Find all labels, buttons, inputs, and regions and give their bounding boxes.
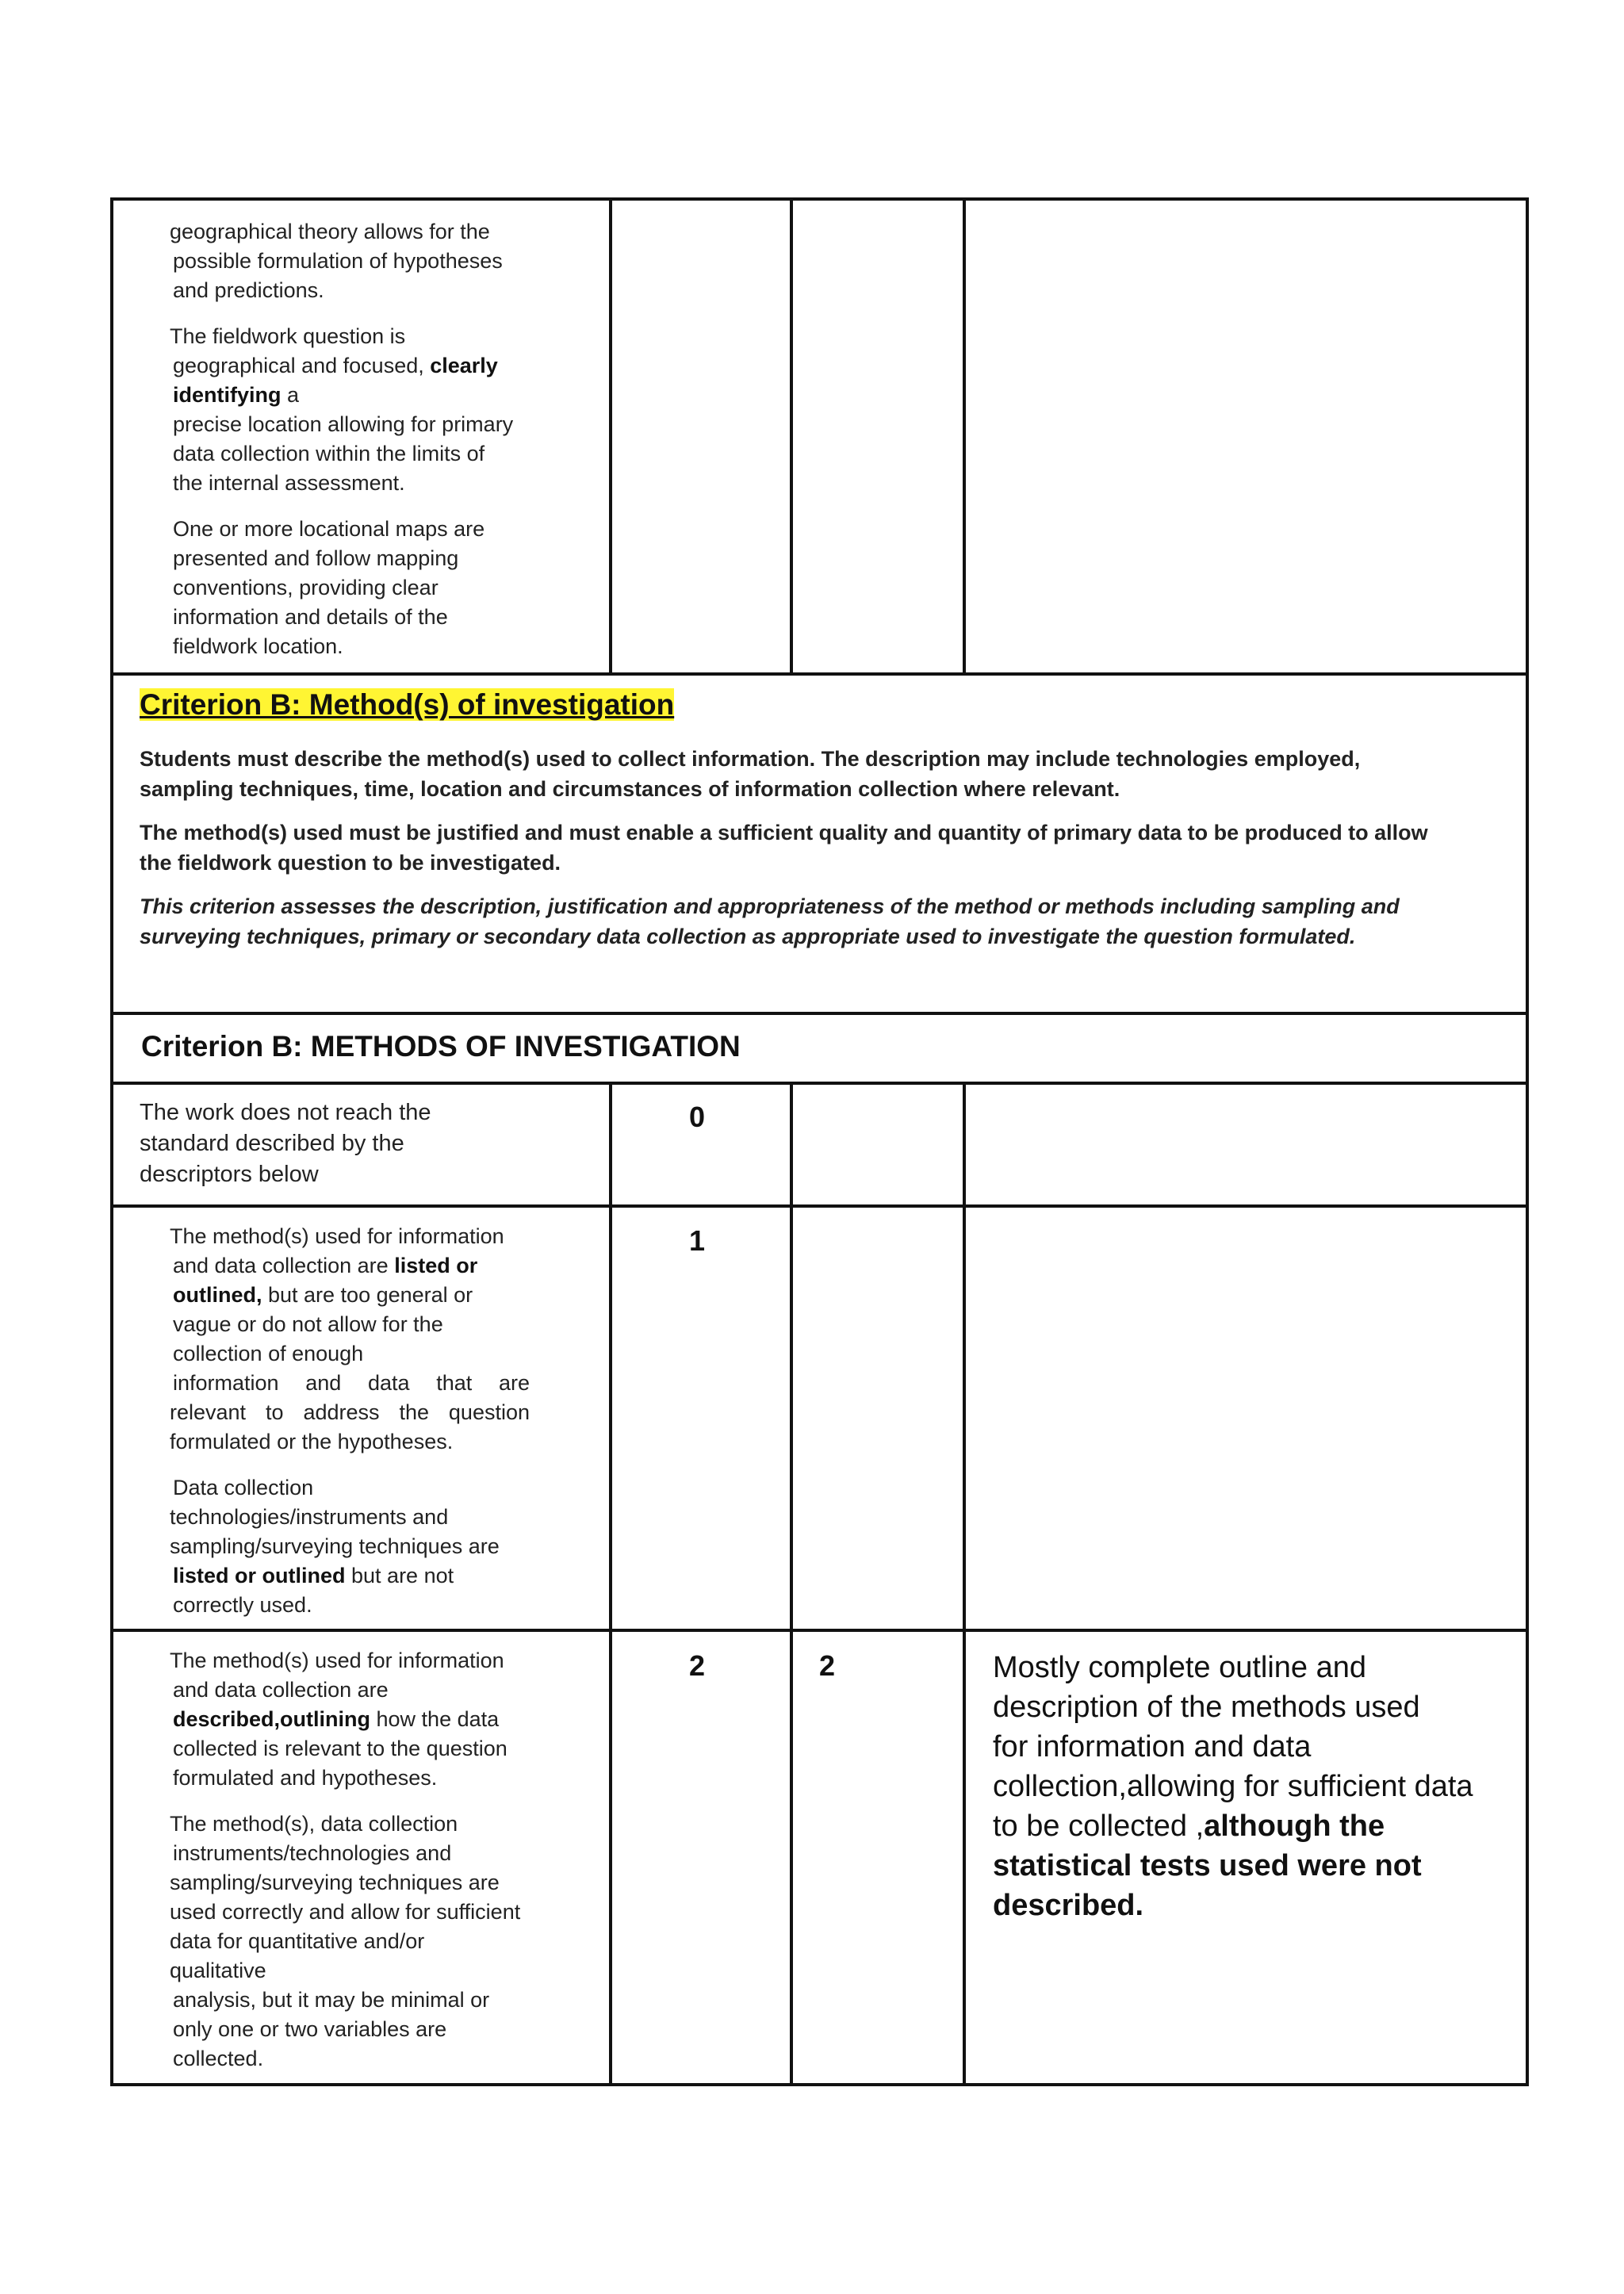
descriptor-line: listed or outlined but are not bbox=[173, 1564, 454, 1587]
descriptor-line: analysis, but it may be minimal or bbox=[173, 1988, 490, 2012]
band0-descriptor bbox=[140, 1097, 584, 1190]
descriptor-line: sampling/surveying techniques are bbox=[170, 1534, 500, 1558]
comment-line: statistical tests used were not bbox=[993, 1849, 1422, 1882]
descriptor-line: and data collection are listed or bbox=[173, 1254, 478, 1277]
band2-examiner-comment bbox=[993, 1648, 1519, 1925]
comment-line: for information and data bbox=[993, 1730, 1312, 1764]
intro-line: sampling techniques, time, location and circumstances of information collection where relevant. bbox=[140, 777, 1120, 801]
descriptor-line: The method(s) used for information bbox=[170, 1649, 504, 1672]
criterion-b-title-highlight: Criterion B: Method(s) of investigation bbox=[140, 688, 675, 721]
descriptor-line: The fieldwork question is bbox=[170, 324, 406, 348]
intro-line: surveying techniques, primary or secondary data collection as appropriate used to investigate the question formulated. bbox=[140, 925, 1356, 948]
intro-line: Students must describe the method(s) used to collect information. The description may include technologies employed, bbox=[140, 747, 1361, 771]
band2-mark: 2 bbox=[689, 1649, 706, 1682]
comment-line: collection,allowing for sufficient data bbox=[993, 1770, 1473, 1803]
descriptor-line: the internal assessment. bbox=[173, 471, 405, 495]
descriptor-line: formulated or the hypotheses. bbox=[170, 1430, 454, 1453]
criterion-b-intro bbox=[140, 688, 1519, 965]
table-rule bbox=[790, 197, 793, 676]
intro-line: The method(s) used must be justified and must enable a sufficient quality and quantity of primary data to be produced to allow bbox=[140, 821, 1428, 844]
descriptor-line: used correctly and allow for sufficient bbox=[170, 1900, 521, 1924]
descriptor-line: collection of enough bbox=[173, 1342, 364, 1365]
descriptor-line: sampling/surveying techniques are bbox=[170, 1871, 500, 1894]
descriptor-line: relevant to address the question bbox=[170, 1400, 530, 1424]
descriptor-line: The work does not reach the bbox=[140, 1100, 431, 1125]
table-rule bbox=[110, 197, 1529, 201]
criterion-b-title bbox=[140, 688, 1519, 722]
comment-line: Mostly complete outline and bbox=[993, 1651, 1367, 1684]
comment-line: described. bbox=[993, 1889, 1144, 1922]
descriptor-line: technologies/instruments and bbox=[170, 1505, 449, 1529]
descriptor-line: collected is relevant to the question bbox=[173, 1737, 508, 1760]
intro-line: the fieldwork question to be investigated. bbox=[140, 851, 561, 875]
descriptor-line: vague or do not allow for the bbox=[173, 1312, 443, 1336]
descriptor-line: outlined, but are too general or bbox=[173, 1283, 473, 1307]
descriptor-line: information and details of the bbox=[173, 605, 448, 629]
descriptor-line: formulated and hypotheses. bbox=[173, 1766, 438, 1790]
table-rule bbox=[609, 1082, 612, 2086]
band2-descriptor bbox=[170, 1646, 598, 2090]
descriptor-line: geographical and focused, clearly bbox=[173, 354, 498, 377]
descriptor-line: standard described by the bbox=[140, 1131, 404, 1156]
table-rule bbox=[110, 197, 113, 2086]
descriptor-line: only one or two variables are bbox=[173, 2017, 447, 2041]
descriptor-line: data collection within the limits of bbox=[173, 442, 485, 465]
descriptor-line: conventions, providing clear bbox=[173, 576, 439, 599]
descriptor-line: precise location allowing for primary bbox=[173, 412, 514, 436]
descriptor-line: information and data that are bbox=[173, 1371, 530, 1395]
table-rule bbox=[963, 1082, 966, 2086]
descriptor-line: One or more locational maps are bbox=[173, 517, 485, 541]
criterion-b-header: Criterion B: METHODS OF INVESTIGATION bbox=[141, 1030, 741, 1063]
descriptor-line: geographical theory allows for the bbox=[170, 220, 490, 243]
descriptor-line: presented and follow mapping bbox=[173, 546, 459, 570]
band2-awarded-mark: 2 bbox=[819, 1649, 836, 1682]
descriptor-line: data for quantitative and/or bbox=[170, 1929, 425, 1953]
descriptor-line: qualitative bbox=[170, 1959, 266, 1982]
table-rule bbox=[110, 1012, 1529, 1015]
band0-mark: 0 bbox=[689, 1101, 706, 1133]
descriptor-line: possible formulation of hypotheses bbox=[173, 249, 503, 273]
descriptor-cell bbox=[170, 217, 598, 678]
descriptor-line: The method(s), data collection bbox=[170, 1812, 458, 1836]
table-rule bbox=[110, 1204, 1529, 1208]
descriptor-line: The method(s) used for information bbox=[170, 1224, 504, 1248]
intro-line: This criterion assesses the description, justification and appropriateness of the method or methods including sampling and bbox=[140, 894, 1400, 918]
descriptor-line: descriptors below bbox=[140, 1162, 319, 1187]
descriptor-line: identifying a bbox=[173, 383, 300, 407]
table-rule bbox=[609, 197, 612, 676]
descriptor-line: fieldwork location. bbox=[173, 634, 343, 658]
comment-line: description of the methods used bbox=[993, 1691, 1420, 1724]
descriptor-line: and predictions. bbox=[173, 278, 324, 302]
table-rule bbox=[963, 197, 966, 676]
criterion-b-description bbox=[140, 744, 1519, 952]
table-rule bbox=[110, 1082, 1529, 1085]
descriptor-line: Data collection bbox=[173, 1476, 314, 1499]
band1-descriptor bbox=[170, 1222, 530, 1637]
descriptor-line: instruments/technologies and bbox=[173, 1841, 452, 1865]
table-rule bbox=[790, 1082, 793, 2086]
table-rule bbox=[1526, 197, 1529, 2086]
descriptor-line: described,outlining how the data bbox=[173, 1707, 500, 1731]
comment-line: to be collected ,although the bbox=[993, 1810, 1385, 1843]
descriptor-line: and data collection are bbox=[173, 1678, 389, 1702]
descriptor-line: correctly used. bbox=[173, 1593, 312, 1617]
band1-mark: 1 bbox=[689, 1224, 706, 1257]
descriptor-line: collected. bbox=[173, 2047, 264, 2070]
